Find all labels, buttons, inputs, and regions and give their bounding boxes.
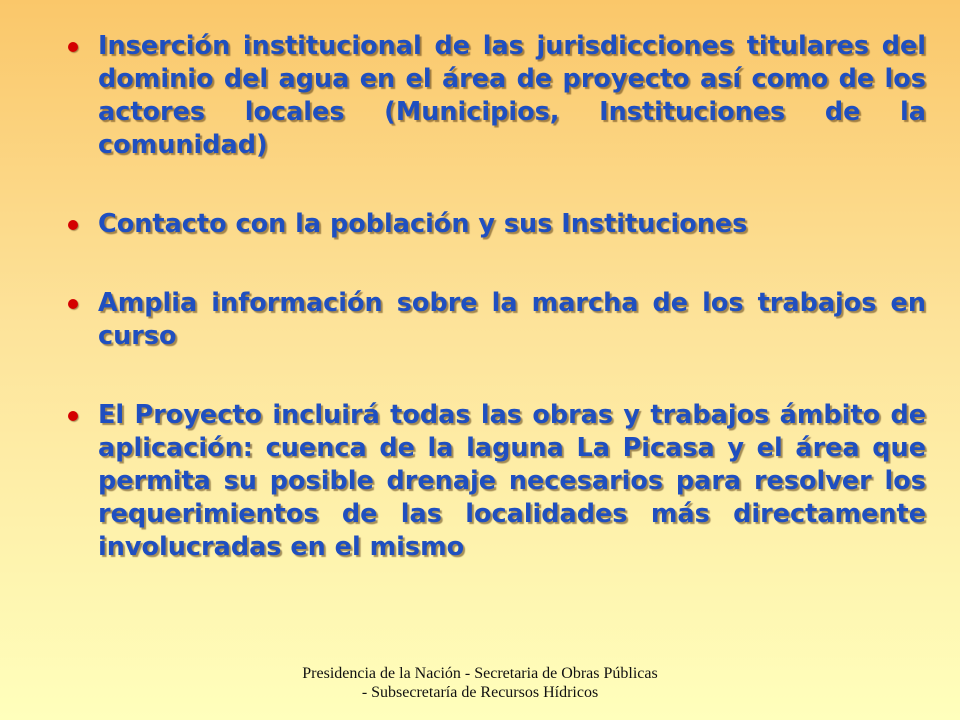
slide-footer: Presidencia de la Nación - Secretaria de Obras Públicas - Subsecretaría de Recursos Hídricos bbox=[302, 665, 658, 701]
bullet-item bbox=[56, 287, 926, 353]
bullet-text: Inserción institucional de las jurisdicciones titulares del dominio del agua en el área de proyecto así como de los actores locales (Municipios, Instituciones de la comunidad) bbox=[98, 31, 926, 160]
bullet-text: El Proyecto incluirá todas las obras y trabajos ámbito de aplicación: cuenca de la laguna La Picasa y el área que permita su posible drenaje necesarios para resolver los requerimientos de las localidades más directamente involucradas en el mismo bbox=[98, 400, 926, 562]
bullet-dot-icon bbox=[68, 220, 78, 230]
bullet-dot-icon bbox=[68, 411, 78, 421]
bullet-item bbox=[56, 30, 926, 162]
bullet-text: Amplia información sobre la marcha de los trabajos en curso bbox=[98, 288, 926, 351]
bullet-list bbox=[56, 30, 926, 564]
bullet-dot-icon bbox=[68, 299, 78, 309]
bullet-item bbox=[56, 208, 926, 241]
bullet-item bbox=[56, 399, 926, 564]
bullet-text: Contacto con la población y sus Instituciones bbox=[98, 209, 748, 239]
bullet-dot-icon bbox=[68, 42, 78, 52]
